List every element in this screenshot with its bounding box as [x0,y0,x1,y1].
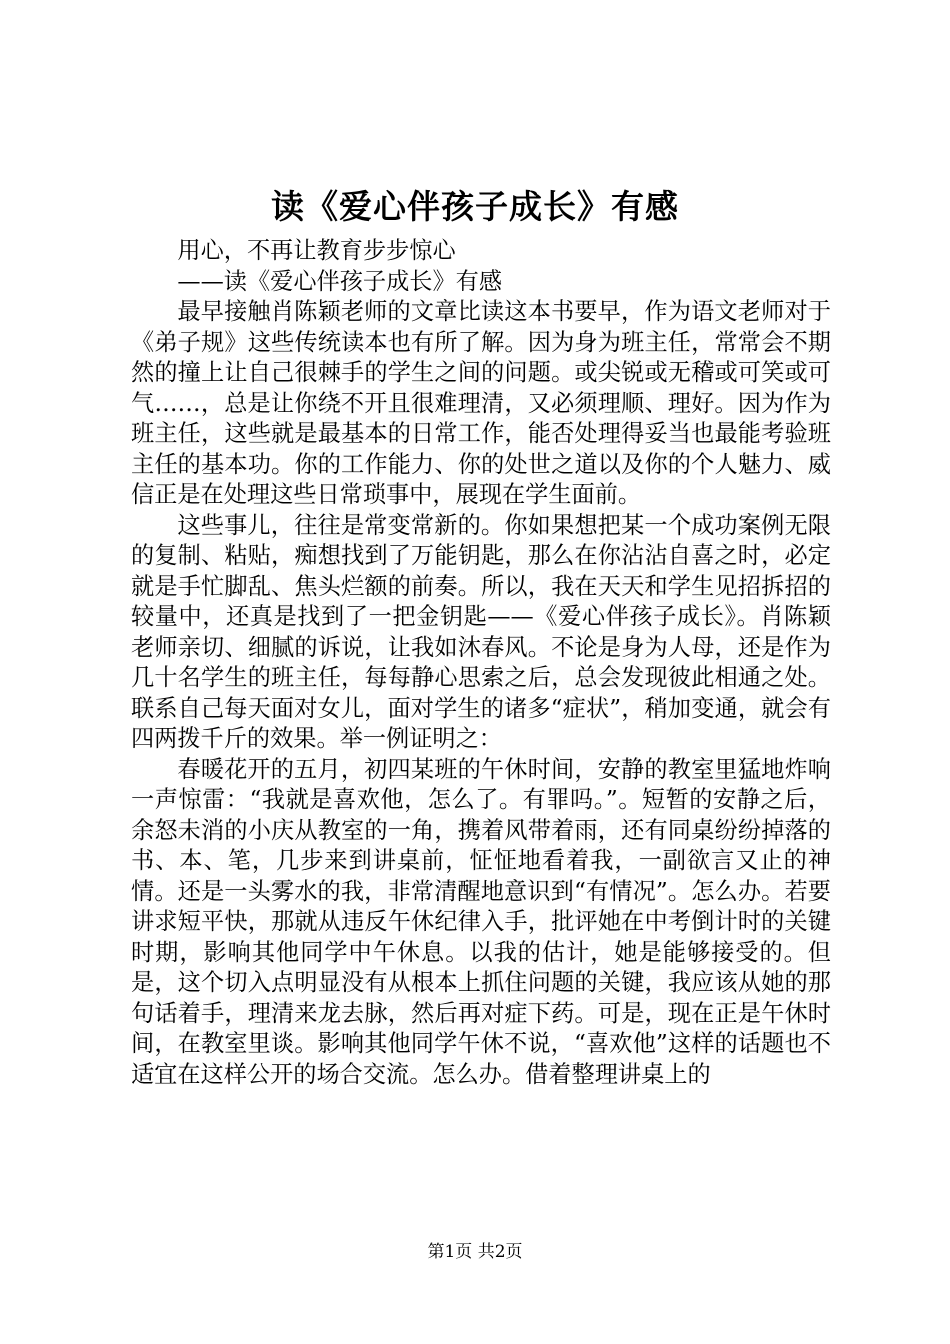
body-paragraph: 这些事儿，往往是常变常新的。你如果想把某一个成功案例无限的复制、粘贴，痴想找到了万能钥匙，那么在你沾沾自喜之时，必定就是手忙脚乱、焦头烂额的前奏。所以，我在天天和学生见招拆招的较量中，还真是找到了一把金钥匙——《爱心伴孩子成长》。肖陈颖老师亲切、细腻的诉说，让我如沐春风。不论是身为人母，还是作为几十名学生的班主任，每每静心思索之后，总会发现彼此相通之处。联系自己每天面对女儿，面对学生的诸多“症状”，稍加变通，就会有四两拨千斤的效果。举一例证明之： [131,511,831,752]
document-title: 读《爱心伴孩子成长》有感 [271,187,679,226]
body-paragraph: 最早接触肖陈颖老师的文章比读这本书要早，作为语文老师对于《弟子规》这些传统读本也有所了解。因为身为班主任，常常会不期然的撞上让自己很棘手的学生之间的问题。或尖锐或无稽或可笑或可气……，总是让你绕不开且很难理清，又必须理顺、理好。因为作为班主任，这些就是最基本的日常工作，能否处理得妥当也最能考验班主任的基本功。你的工作能力、你的处世之道以及你的个人魅力、威信正是在处理这些日常琐事中，展现在学生面前。 [131,298,831,508]
document-body [131,236,831,1090]
subtitle-line: 用心，不再让教育步步惊心 [177,237,456,264]
body-paragraph: 春暖花开的五月，初四某班的午休时间，安静的教室里猛地炸响一声惊雷：“我就是喜欢他，怎么了。有罪吗。”。短暂的安静之后，余怒未消的小庆从教室的一角，携着风带着雨，还有同桌纷纷掉落的书、本、笔，几步来到讲桌前，怔怔地看着我，一副欲言又止的神情。还是一头雾水的我，非常清醒地意识到“有情况”。怎么办。若要讲求短平快，那就从违反午休纪律入手，批评她在中考倒计时的关键时期，影响其他同学中午休息。以我的估计，她是能够接受的。但是，这个切入点明显没有从根本上抓住问题的关键，我应该从她的那句话着手，理清来龙去脉，然后再对症下药。可是，现在正是午休时间，在教室里谈。影响其他同学午休不说，“喜欢他”这样的话题也不适宜在这样公开的场合交流。怎么办。借着整理讲桌上的 [131,755,831,1088]
page-footer: 第1页 共2页 [427,1242,523,1262]
subtitle-reference-line: ——读《爱心伴孩子成长》有感 [177,267,503,295]
